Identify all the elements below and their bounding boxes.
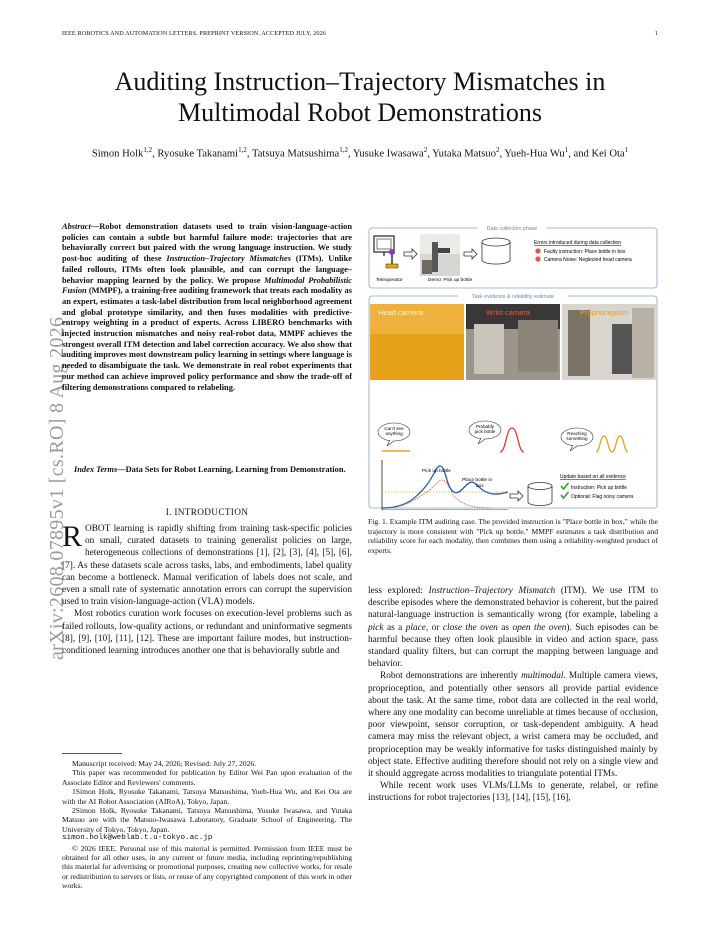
right-column-body [368, 585, 658, 805]
curve-label-place: Place bottle in box [462, 478, 493, 489]
phase2-label: Task evidence & reliability estimate [471, 294, 555, 300]
right-paragraph-3: While recent work uses VLMs/LLMs to generate, relabel, or refine instructions for robot trajectories [13], [14], [15], [16], [368, 781, 658, 804]
wrist-peaked-distribution [500, 428, 524, 452]
running-header [62, 30, 658, 37]
index-terms-text: Data Sets for Robot Learning, Learning from Demonstration. [125, 465, 346, 474]
error-x-icon [535, 256, 540, 261]
footnote-affiliation-1: 1Simon Holk, Ryosuke Takanami, Tatsuya Matsushima, Yueh-Hua Wu, and Kei Ota are with the AI Robot Association (AIRoA), Tokyo, Japan. [62, 787, 352, 806]
figure-1 [368, 224, 658, 510]
proprio-bimodal-distribution [596, 436, 628, 452]
abstract [62, 222, 352, 393]
proprioception-label: Proprioception [580, 308, 629, 317]
arrow-icon [464, 249, 477, 259]
intro-paragraph-2: Most robotics curation work focuses on execution-level problems such as failed rollouts, low-quality actions, or redundant and uninformative segments [8], [9], [10], [11], [12]. These are important failure modes, but instruction-conditioned learning introduces another one that is behaviorally subtle and [62, 609, 352, 657]
intro-paragraph-1: OBOT learning is rapidly shifting from training task-specific policies on small, curated datasets to training generalist policies on large, heterogeneous collections of demonstrations [1], [2], [3], [4], [5], [6], [7]. As these datasets scale across tasks, labs, and embodiments, label quality can become a bottleneck. Manual verification of labels does not scale, and even a small rate of systematic annotation errors can corrupt the supervision used to train vision-language-action (VLA) models. [62, 524, 352, 608]
drop-cap: R [62, 520, 83, 553]
abstract-method-name: Multimodal Probabilistic Fusion [62, 275, 352, 296]
update-optional: Optional: Flag noisy camera [571, 494, 634, 500]
errors-title: Errors introduced during data collection [534, 240, 621, 246]
arxiv-identifier: arXiv:2608.07895v1 [cs.RO] 8 Aug 2026 [46, 316, 68, 660]
teleoperator-icon [374, 236, 398, 268]
error-faulty-instruction: Faulty instruction: Place bottle in box [544, 249, 626, 255]
footnotes [62, 759, 352, 891]
wrist-camera-label: Wrist camera [486, 308, 531, 317]
index-terms-label: Index Terms— [74, 465, 126, 474]
update-instruction: Instruction: Pick up bottle [571, 485, 627, 491]
right-paragraph-2: Robot demonstrations are inherently multimodal. Multiple camera views, proprioception, and potentially other sensors all provide partial evidence about the task. At the same time, robot data are collected in the real world, where any one modality can become unreliable at times because of occlusion, poor viewpoint, sensor corruption, or task-dependent ambiguity. A head camera may miss the relevant object, a wrist camera may be occluded, and proprioception may be weakly informative for tasks distinguished mainly by object state. Effective auditing therefore should not rely on a single view and it should aggregate across modalities to triangulate potential ITMs. [368, 671, 659, 780]
footnote-editor: This paper was recommended for publication by Editor Wei Pan upon evaluation of the Associate Editor and Reviewers' comments. [62, 768, 352, 787]
arrow-icon [404, 249, 417, 259]
footnote-copyright: © 2026 IEEE. Personal use of this material is permitted. Permission from IEEE must be obtained for all other uses, in any current or future media, including reprinting/republishing this material for advertising or promotional purposes, creating new collective works, for resale or redistribution to servers or lists, or reuse of any copyrighted component of this work in other works. [62, 843, 352, 891]
footnote-rule [62, 753, 122, 754]
section-heading: I. INTRODUCTION [165, 508, 249, 518]
paper-title: Auditing Instruction–Trajectory Mismatches in Multimodal Robot Demonstrations [114, 67, 606, 127]
curve-label-pick: Pick up bottle [422, 469, 451, 474]
abstract-text: Robot demonstration datasets used to train vision-language-action policies can contain a subtle but harmful failure mode: trajectories that are behaviorally correct but paired with the wrong language instruction. We study post-hoc auditing of these [62, 222, 352, 264]
figure-caption: Fig. 1. Example ITM auditing case. The provided instruction is "Place bottle in box," while the trajectory is more consistent with "Pick up bottle." MMPF estimates a task distribution and reliability score for each modality, then combines them using a reliability-weighted product of experts. [368, 517, 658, 555]
running-title: IEEE ROBOTICS AND AUTOMATION LETTERS. PREPRINT VERSION. ACCEPTED JULY, 2026 [62, 30, 326, 37]
page-number: 1 [654, 30, 658, 37]
demo-photo [420, 234, 460, 276]
footnote-email: simon.holk@weblab.t.u-tokyo.ac.jp [62, 834, 213, 843]
footnote-received: Manuscript received: May 24, 2026; Revised: July 27, 2026. [72, 759, 257, 768]
author-list: Simon Holk$^{1,2}$, Ryosuke Takanami$^{1,2}$, Tatsuya Matsushima$^{1,2}$, Yusuke Iwasawa$^2$, Yutaka Matsuo$^2$, Yueh-Hua Wu$^1$, and Kei Ota$^1$ [91, 146, 629, 160]
bubble-wrist: Probably pick bottle [474, 424, 496, 434]
abstract-text: (MMPF), a training-free auditing framework that treats each modality as an expert, estimates a task-label distribution from local neighborhood agreement and global prototype similarity, and then fuses modalities with predictive-entropy weighting in a product of experts. Across LIBERO benchmarks with injected instruction mismatches and noisy real-robot data, MMPF achieves the strongest overall ITM detection and label correction accuracy. We also show that auditing improves most downstream policy learning in settings where language is needed to disambiguate the task. We demonstrate in real robot experiments that our method can achieve improved policy performance and show the trade-off of filtering demonstrations compared to relabeling. [62, 286, 352, 392]
check-icon [561, 483, 569, 489]
database-icon [482, 238, 510, 264]
right-paragraph-1: less explored: Instruction–Trajectory Mismatch (ITM). We use ITM to describe episodes where the demonstrated behavior is coherent, but the paired natural-language instruction is semantically wrong (for example, labeling a pick as a place, or close the oven as open the oven). Such episodes can be harmful because they often look plausible in video and action space, pass standard quality filters, but can corrupt the mapping between language and behavior. [368, 586, 658, 670]
abstract-label: Abstract— [62, 222, 100, 231]
database-icon [528, 483, 552, 506]
error-x-icon [535, 248, 540, 253]
index-terms [62, 465, 352, 476]
error-camera-noise: Camera Noise: Neglected head camera [544, 257, 632, 263]
demo-label: Demo: Pick up bottle [428, 278, 473, 283]
check-icon [561, 492, 569, 498]
abstract-term: Instruction–Trajectory Mismatches [166, 254, 291, 264]
bubble-head: Can't see anything [384, 426, 404, 436]
update-title: Update based on all evidence [560, 474, 626, 480]
arrow-icon [510, 491, 523, 501]
phase1-label: Data collection phase [486, 226, 538, 232]
bubble-proprio: Reaching something [566, 431, 588, 441]
footnote-affiliation-2: 2Simon Holk, Ryosuke Takanami, Tatsuya Matsushima, Yusuke Iwasawa, and Yutaka Matsuo are with the Matsuo-Iwasawa Laboratory, Graduate School of Engineering, The University of Tokyo, Tokyo, Japan. [62, 806, 352, 834]
teleoperator-label: Teleoperator [376, 278, 403, 283]
introduction-body [62, 520, 352, 657]
head-camera-label: Head camera [378, 308, 424, 317]
abstract-text: (ITMs). Unlike failed rollouts, ITMs often look plausible, and can corrupt the language–behavior mapping learned by the policy. We propose [62, 254, 353, 285]
arxiv-side-stamp [18, 260, 68, 660]
